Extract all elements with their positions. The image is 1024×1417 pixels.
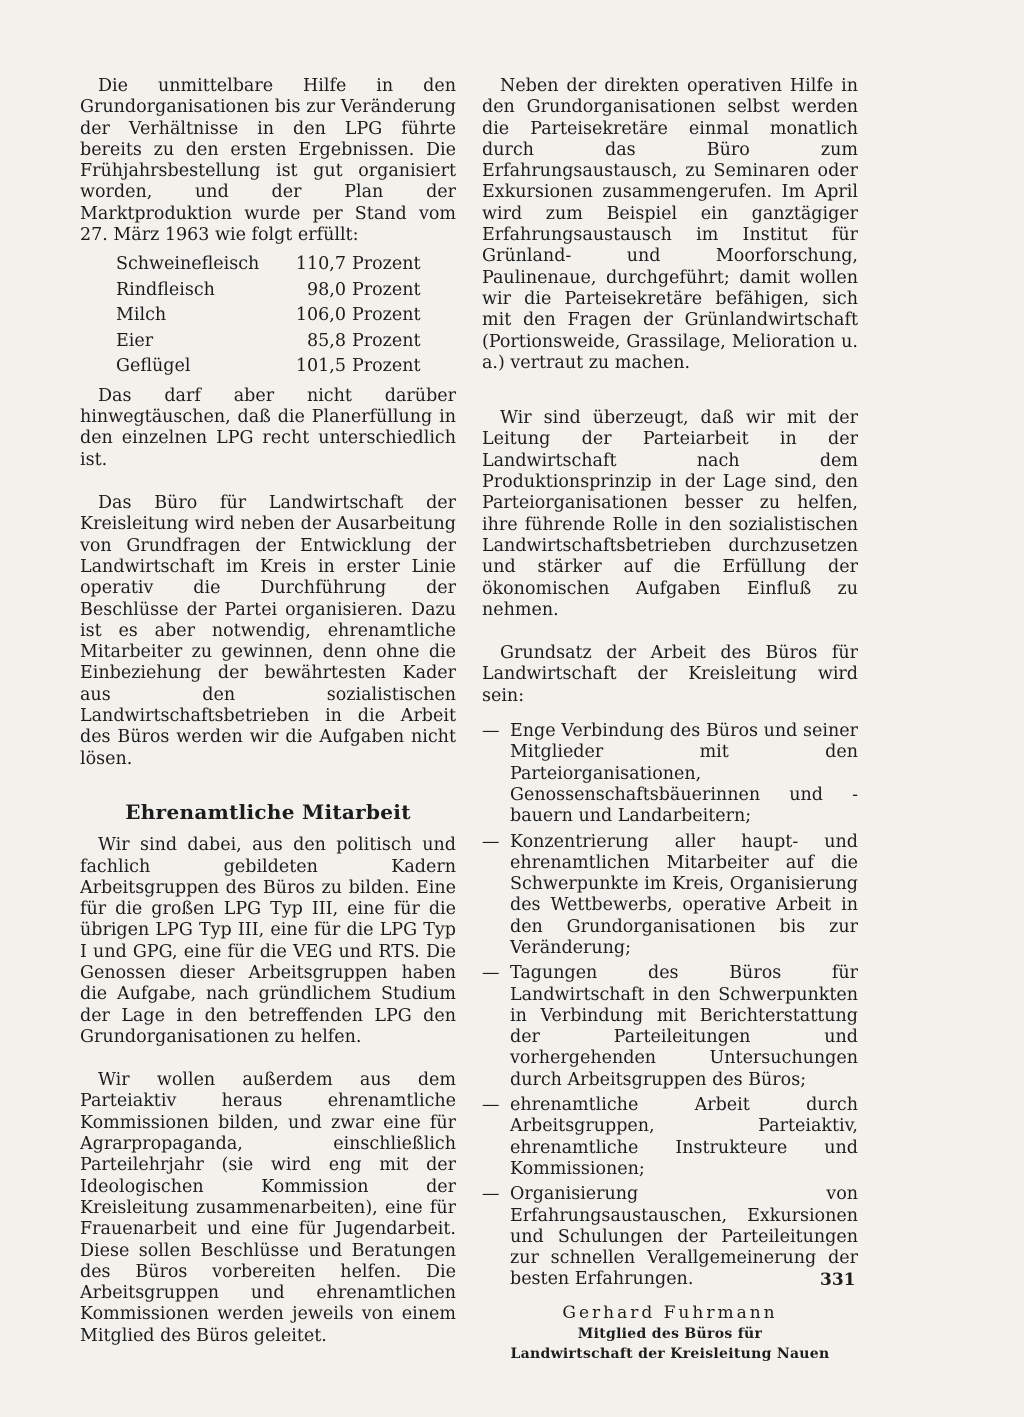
paragraph: Das Büro für Landwirtschaft der Kreisleitung wird neben der Ausarbeitung von Grundfragen der Entwicklung der Landwirtschaft im Kreis in erster Linie operativ die Durchführung der Beschlüsse der Partei organisieren. Dazu ist es aber notwendig, ehrenamtliche Mitarbeiter zu gewinnen, denn ohne die Einbeziehung der bewährtesten Kader aus den sozialistischen Landwirtschaftsbetrieben in die Arbeit des Büros werden wir die Aufgaben nicht lösen. bbox=[80, 493, 456, 769]
table-cell-value: 101,5 bbox=[295, 356, 346, 377]
table-row bbox=[116, 329, 421, 355]
table-cell-unit: Prozent bbox=[352, 254, 421, 275]
page-number: 331 bbox=[820, 1270, 856, 1290]
table-cell-value: 98,0 bbox=[307, 279, 346, 300]
author-role-line2: Landwirtschaft der Kreisleitung Nauen bbox=[510, 1346, 830, 1363]
table-cell-item: Milch bbox=[116, 305, 167, 326]
production-table bbox=[116, 252, 421, 380]
list-item: — Konzentrierung aller haupt- und ehrenamtlichen Mitarbeiter auf die Schwerpunkte im Kreis, Organisierung des Wettbewerbs, operative Arbeit in den Grundorganisationen bis zur Veränderung; bbox=[482, 832, 858, 960]
table-cell-unit: Prozent bbox=[352, 356, 421, 377]
left-column bbox=[80, 76, 456, 1347]
table-cell-unit: Prozent bbox=[352, 279, 421, 300]
list-item: — Enge Verbindung des Büros und seiner Mitglieder mit den Parteiorganisationen, Genossenschaftsbäuerinnen und -bauern und Landarbeitern; bbox=[482, 721, 858, 827]
section-heading: Ehrenamtliche Mitarbeit bbox=[125, 799, 411, 824]
table-cell-unit: Prozent bbox=[352, 330, 421, 351]
list-item: — Organisierung von Erfahrungsaustauschen, Exkursionen und Schulungen der Parteileitungen zur schnellen Verallgemeinerung der besten Erfahrungen. bbox=[482, 1184, 858, 1290]
table-row bbox=[116, 303, 421, 329]
paragraph: Wir sind überzeugt, daß wir mit der Leitung der Parteiarbeit in der Landwirtschaft nach dem Produktionsprinzip in der Lage sind, den Parteiorganisationen besser zu helfen, ihre führende Rolle in den sozialistischen Landwirtschaftsbetrieben durchzusetzen und stärker auf die Erfüllung der ökonomischen Aufgaben Einfluß zu nehmen. bbox=[482, 408, 858, 620]
right-column bbox=[482, 76, 858, 1364]
table-cell-value: 85,8 bbox=[307, 330, 346, 351]
paragraph: Die unmittelbare Hilfe in den Grundorganisationen bis zur Veränderung der Verhältnisse in den LPG führte bereits zu den ersten Ergebnissen. Die Frühjahrsbestellung ist gut organisiert worden, und der Plan der Marktproduktion wurde per Stand vom 27. März 1963 wie folgt erfüllt: bbox=[80, 76, 456, 246]
table-row bbox=[116, 354, 421, 380]
table-row bbox=[116, 252, 421, 278]
table-cell-value: 110,7 bbox=[295, 254, 346, 275]
paragraph: Das darf aber nicht darüber hinwegtäuschen, daß die Planerfüllung in den einzelnen LPG recht unterschiedlich ist. bbox=[80, 385, 456, 470]
list-item: — ehrenamtliche Arbeit durch Arbeitsgruppen, Parteiaktiv, ehrenamtliche Instrukteure und Kommissionen; bbox=[482, 1095, 858, 1180]
paragraph: Wir sind dabei, aus den politisch und fachlich gebildeten Kadern Arbeitsgruppen des Büros zu bilden. Eine für die großen LPG Typ III, eine für die übrigen LPG Typ III, eine für die LPG Typ I und GPG, eine für die VEG und RTS. Die Genossen dieser Arbeitsgruppen haben die Aufgabe, nach gründlichem Studium der Lage in den betreffenden LPG den Grundorganisationen zu helfen. bbox=[80, 835, 456, 1047]
paragraph: Wir wollen außerdem aus dem Parteiaktiv heraus ehrenamtliche Kommissionen bilden, und zwar eine für Agrarpropaganda, einschließlich Parteilehrjahr (sie wird eng mit der Ideologischen Kommission der Kreisleitung zusammenarbeiten), eine für Frauenarbeit und eine für Jugendarbeit. Diese sollen Beschlüsse und Beratungen des Büros vorbereiten helfen. Die Arbeitsgruppen und ehrenamtlichen Kommissionen werden jeweils von einem Mitglied des Büros geleitet. bbox=[80, 1070, 456, 1346]
list-item: — Tagungen des Büros für Landwirtschaft in den Schwerpunkten in Verbindung mit Berichterstattung der Parteileitungen und vorhergehenden Untersuchungen durch Arbeitsgruppen des Büros; bbox=[482, 963, 858, 1091]
table-cell-item: Eier bbox=[116, 330, 154, 351]
principles-list bbox=[482, 721, 858, 1291]
table-cell-item: Schweinefleisch bbox=[116, 254, 260, 275]
paragraph: Grundsatz der Arbeit des Büros für Landwirtschaft der Kreisleitung wird sein: bbox=[482, 643, 858, 706]
table-cell-item: Geflügel bbox=[116, 356, 191, 377]
table-cell-item: Rindfleisch bbox=[116, 279, 215, 300]
table-cell-unit: Prozent bbox=[352, 305, 421, 326]
table-cell-value: 106,0 bbox=[295, 305, 346, 326]
author-name: Gerhard Fuhrmann bbox=[562, 1302, 778, 1323]
author-role-line1: Mitglied des Büros für bbox=[577, 1326, 763, 1343]
paragraph: Neben der direkten operativen Hilfe in den Grundorganisationen selbst werden die Parteisekretäre einmal monatlich durch das Büro zum Erfahrungsaustausch, zu Seminaren oder Exkursionen zusammengerufen. Im April wird zum Beispiel ein ganztägiger Erfahrungsaustausch im Institut für Grünland- und Moorforschung, Paulinenaue, durchgeführt; damit wollen wir die Parteisekretäre befähigen, sich mit den Fragen der Grünlandwirtschaft (Portionsweide, Grassilage, Melioration u. a.) vertraut zu machen. bbox=[482, 76, 858, 373]
table-row bbox=[116, 278, 421, 304]
